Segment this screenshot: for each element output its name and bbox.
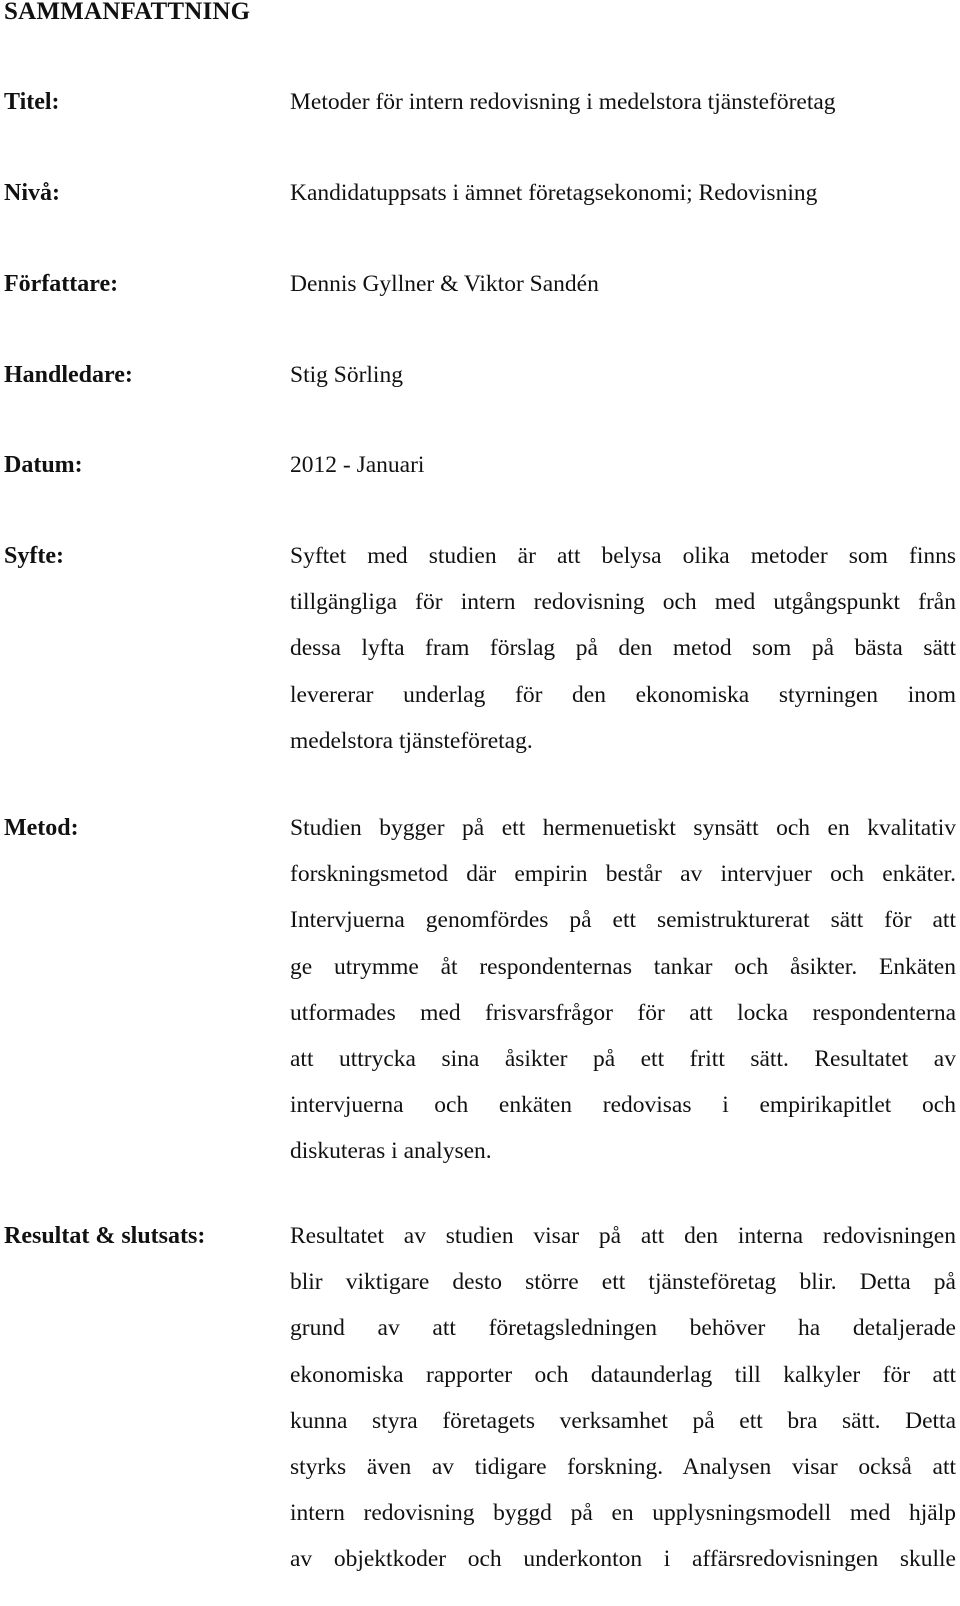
paragraph-line: av objektkoder och underkonton i affärsredovisningen skulle — [290, 1546, 956, 1573]
field-value-datum: 2012 - Januari — [290, 452, 425, 478]
paragraph-line: dessa lyfta fram förslag på den metod som på bästa sätt — [290, 635, 956, 662]
paragraph-line: utformades med frisvarsfrågor för att locka respondenterna — [290, 999, 956, 1026]
field-value-niva: Kandidatuppsats i ämnet företagsekonomi; Redovisning — [290, 180, 818, 206]
field-label-titel: Titel: — [4, 89, 60, 115]
paragraph-line: intervjuerna och enkäten redovisas i empirikapitlet och — [290, 1092, 956, 1119]
paragraph-line: medelstora tjänsteföretag. — [290, 727, 533, 754]
paragraph-line: forskningsmetod där empirin består av intervjuer och enkäter. — [290, 861, 956, 888]
paragraph-line: kunna styra företagets verksamhet på ett bra sätt. Detta — [290, 1407, 956, 1434]
paragraph-line: styrks även av tidigare forskning. Analysen visar också att — [290, 1454, 956, 1481]
paragraph-line: diskuteras i analysen. — [290, 1138, 492, 1165]
paragraph-line: Studien bygger på ett hermenuetiskt synsätt och en kvalitativ — [290, 815, 956, 841]
field-label-niva: Nivå: — [4, 180, 60, 206]
paragraph-line: intern redovisning byggd på en upplysningsmodell med hjälp — [290, 1500, 956, 1527]
paragraph-line: levererar underlag för den ekonomiska styrningen inom — [290, 681, 956, 708]
section-label-syfte: Syfte: — [4, 543, 64, 569]
paragraph-metod — [290, 805, 956, 1175]
paragraph-line: blir viktigare desto större ett tjänsteföretag blir. Detta på — [290, 1269, 956, 1296]
field-value-handledare: Stig Sörling — [290, 362, 403, 388]
field-value-titel: Metoder för intern redovisning i medelstora tjänsteföretag — [290, 89, 836, 115]
paragraph-line: tillgängliga för intern redovisning och med utgångspunkt från — [290, 589, 956, 616]
field-label-forfattare: Författare: — [4, 271, 119, 297]
paragraph-line: ekonomiska rapporter och dataunderlag till kalkyler för att — [290, 1361, 956, 1388]
paragraph-line: Syftet med studien är att belysa olika metoder som finns — [290, 543, 956, 569]
paragraph-line: Intervjuerna genomfördes på ett semistrukturerat sätt för att — [290, 907, 956, 934]
paragraph-line: att uttrycka sina åsikter på ett fritt sätt. Resultatet av — [290, 1046, 956, 1073]
paragraph-line: grund av att företagsledningen behöver ha detaljerade — [290, 1315, 956, 1342]
section-label-metod: Metod: — [4, 815, 79, 841]
field-value-forfattare: Dennis Gyllner & Viktor Sandén — [290, 271, 599, 297]
field-label-handledare: Handledare: — [4, 362, 133, 388]
section-label-resultat: Resultat & slutsats: — [4, 1223, 206, 1249]
paragraph-syfte — [290, 533, 956, 764]
paragraph-line: Resultatet av studien visar på att den interna redovisningen — [290, 1223, 956, 1249]
paragraph-line: ge utrymme åt respondenternas tankar och åsikter. Enkäten — [290, 953, 956, 980]
section-heading: SAMMANFATTNING — [4, 0, 251, 25]
field-label-datum: Datum: — [4, 452, 83, 478]
paragraph-resultat — [290, 1213, 956, 1583]
